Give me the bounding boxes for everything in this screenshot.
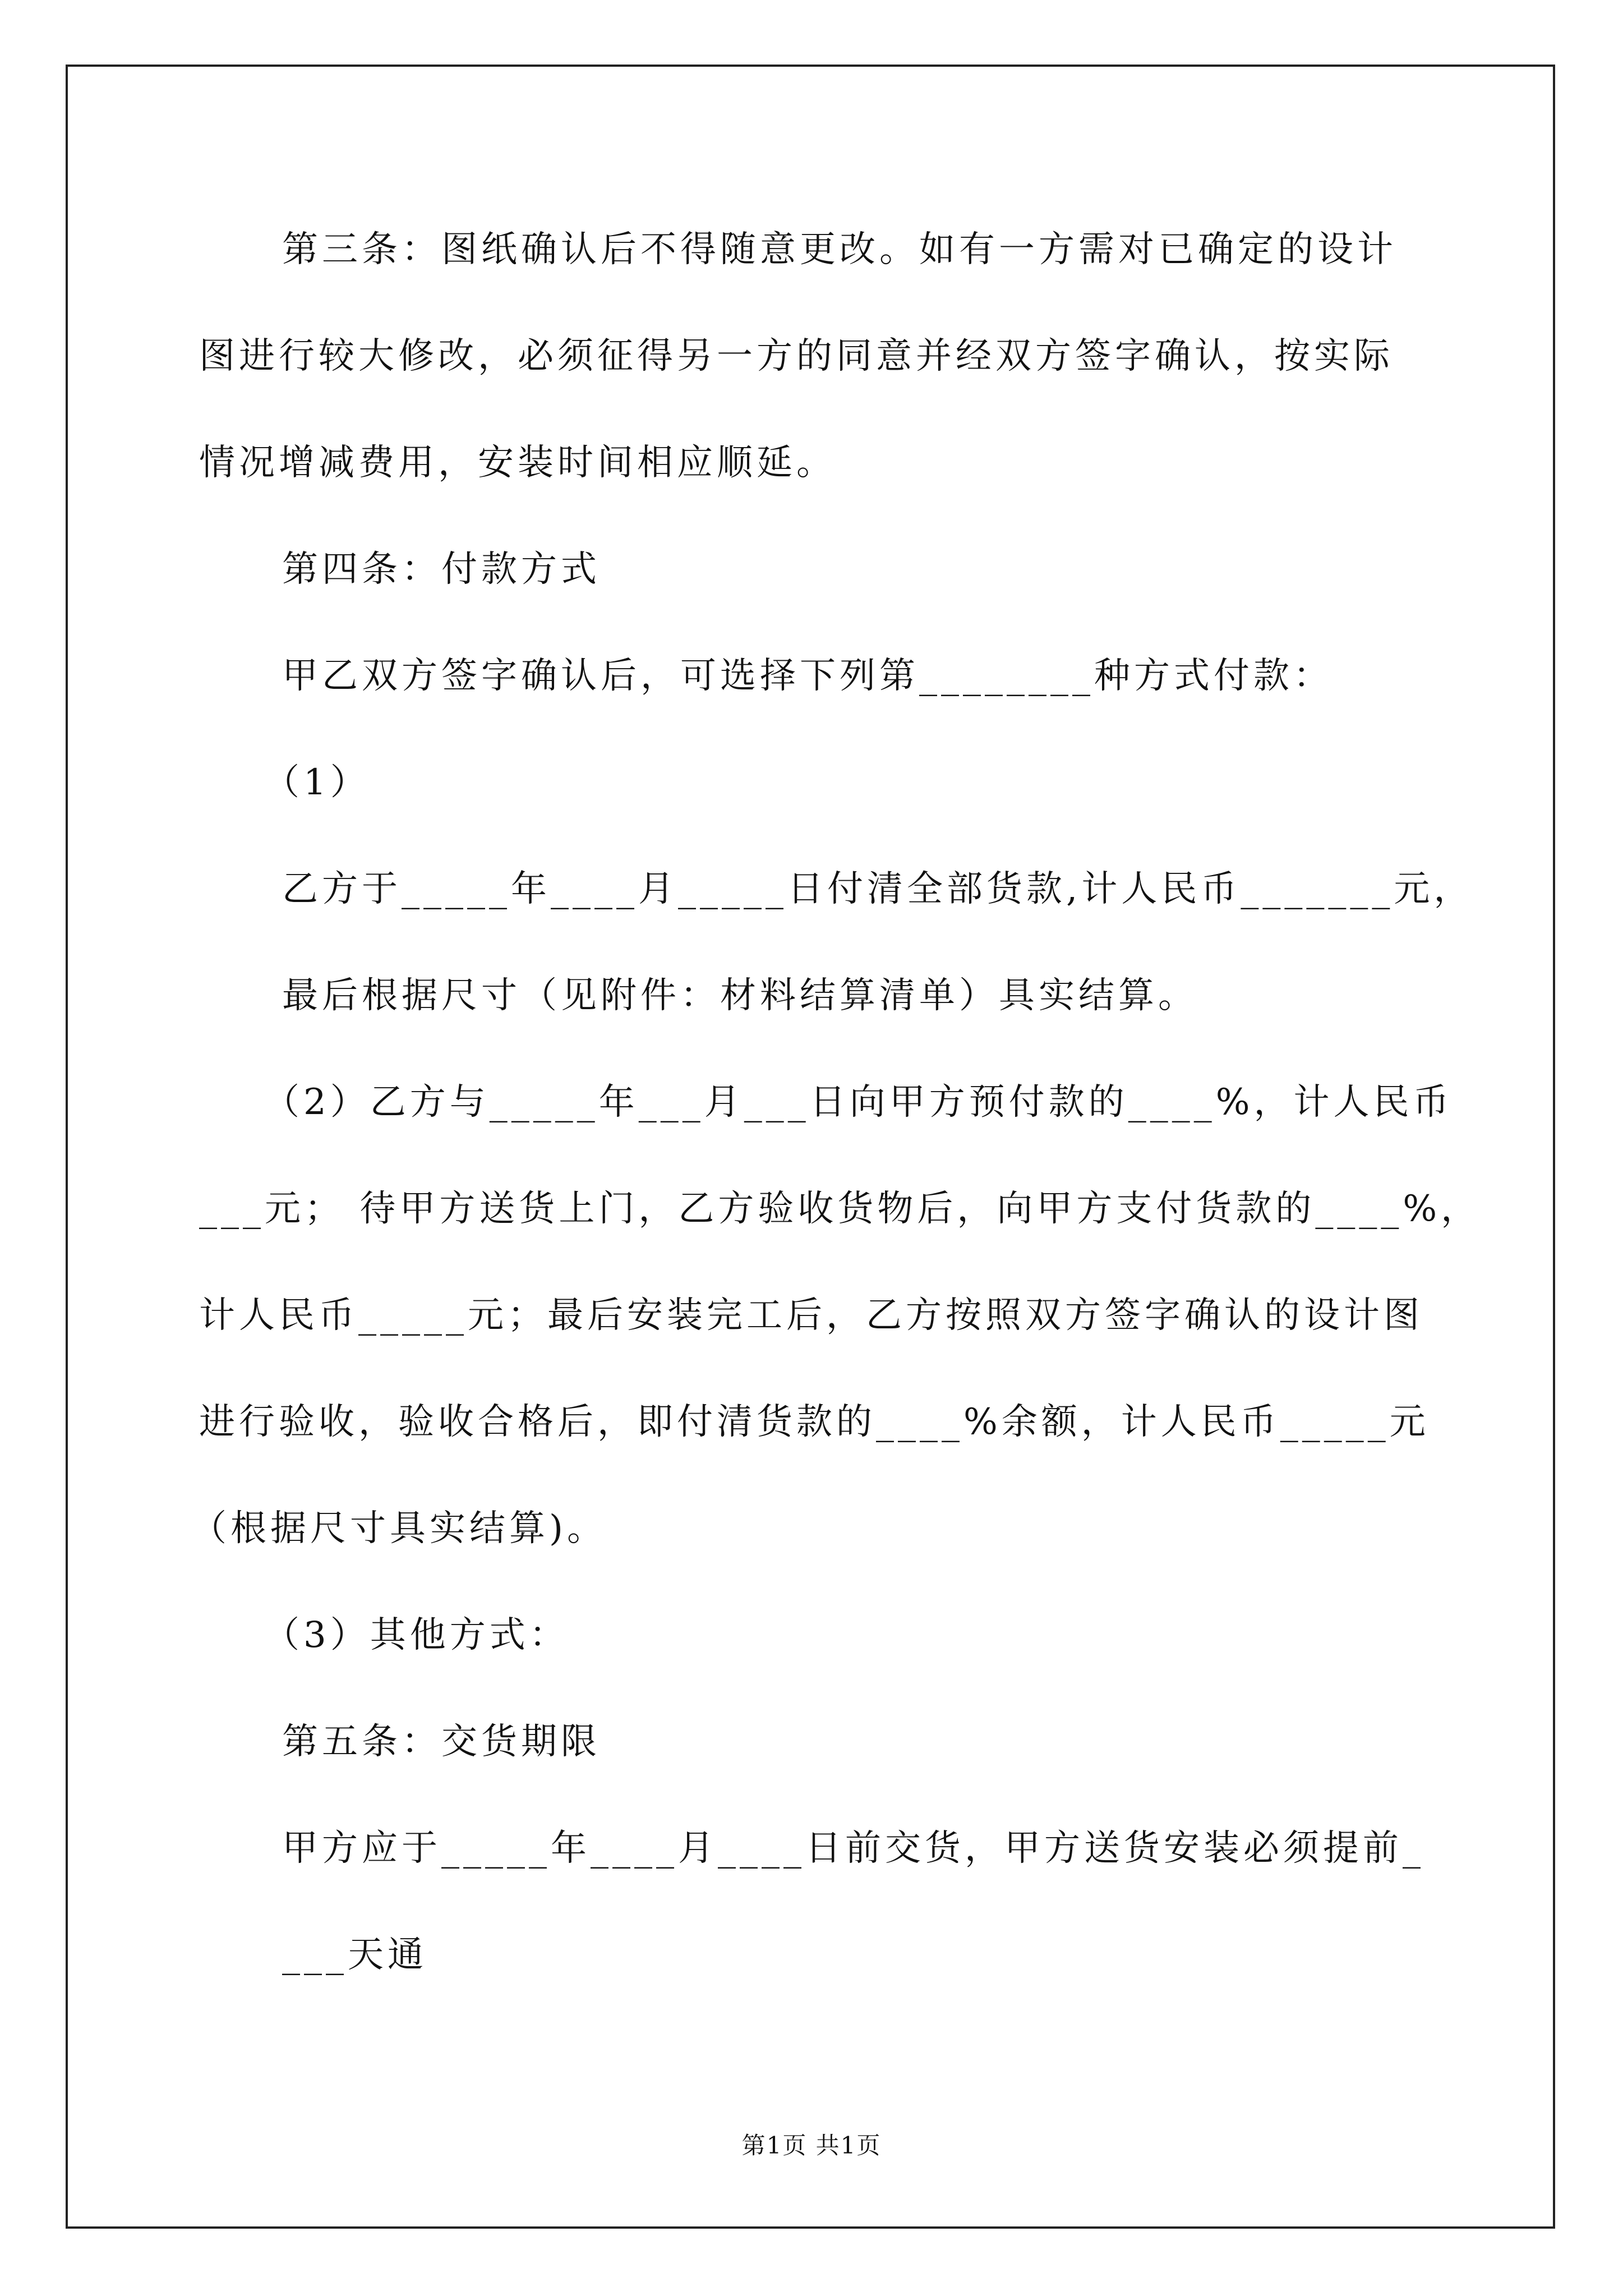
page-footer: 第1页 共1页 [741,2132,882,2159]
option-2-line-4: 进行验收，验收合格后，即付清货款的____%余额，计人民币_____元 [199,1401,1430,1443]
page-border [66,65,1555,2229]
article-five-heading: 第五条：交货期限 [282,1721,601,1763]
payment-choice-line: 甲乙双方签字确认后，可选择下列第________种方式付款： [282,655,1333,697]
option-1-line-1: 乙方于_____年____月_____日付清全部货款,计人民币_______元， [282,868,1474,910]
article-three-line-2: 图进行较大修改，必须征得另一方的同意并经双方签字确认，按实际 [199,335,1394,377]
option-2-line-1: （2）乙方与_____年___月___日向甲方预付款的____%，计人民币 [264,1082,1453,1123]
option-3-line: （3）其他方式： [264,1614,569,1656]
delivery-line-2: ___天通 [282,1934,427,1976]
article-three-line-3: 情况增减费用，安装时间相应顺延。 [199,442,836,484]
delivery-line-1: 甲方应于_____年____月____日前交货，甲方送货安装必须提前_ [282,1828,1424,1869]
option-2-line-2: ___元； 待甲方送货上门，乙方验收货物后，向甲方支付货款的____%， [199,1188,1481,1230]
article-three-line-1: 第三条：图纸确认后不得随意更改。如有一方需对已确定的设计 [282,229,1397,270]
option-2-line-3: 计人民币_____元；最后安装完工后，乙方按照双方签字确认的设计图 [199,1295,1423,1336]
option-1-line-2: 最后根据尺寸（见附件：材料结算清单）具实结算。 [282,975,1198,1016]
article-four-heading: 第四条：付款方式 [282,549,601,590]
option-2-line-5: （根据尺寸具实结算)。 [191,1508,607,1549]
option-1-label: （1） [264,762,370,803]
